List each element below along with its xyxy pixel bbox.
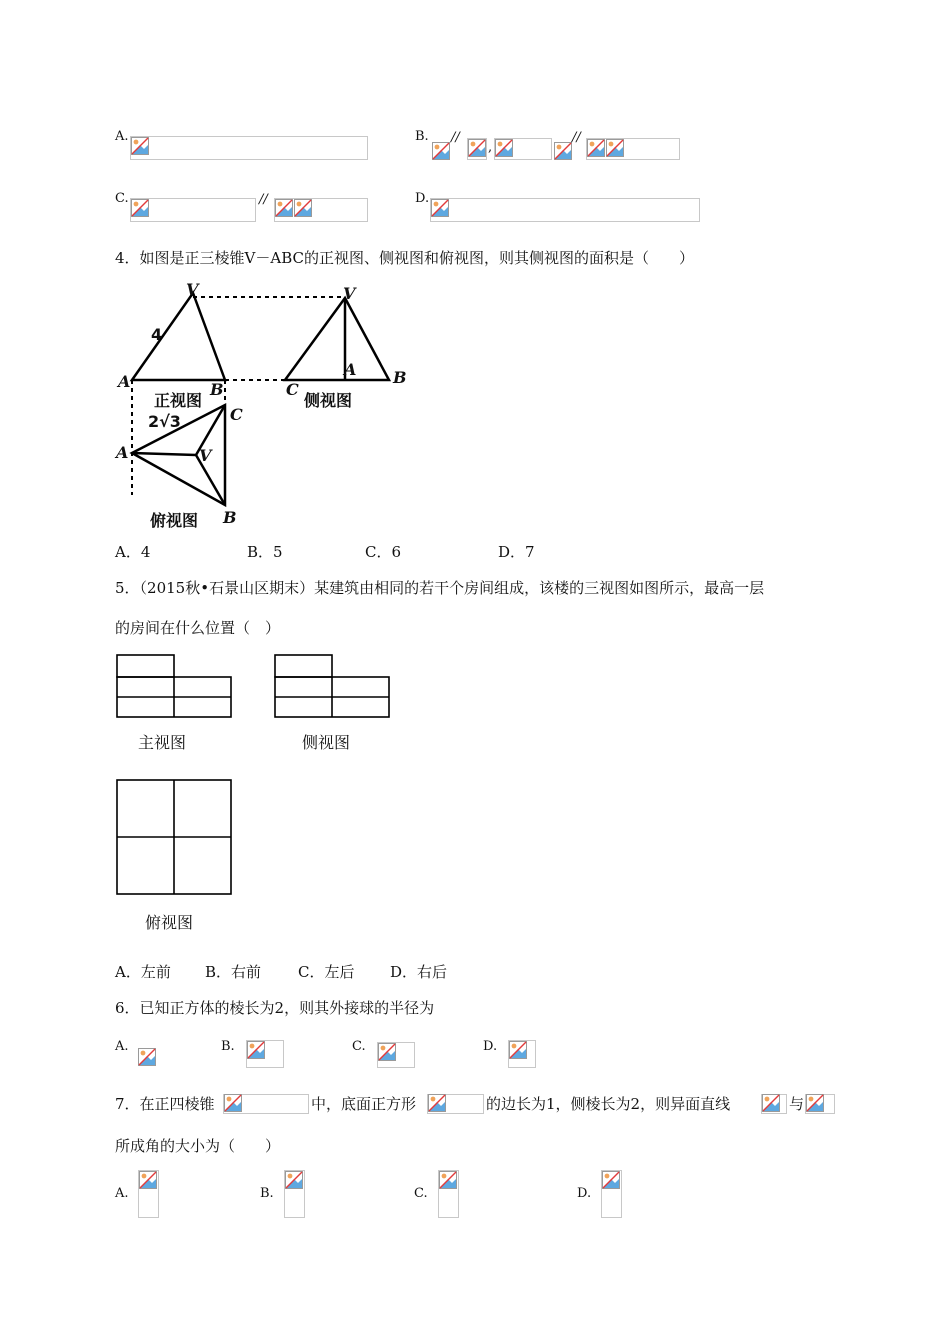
top-vertex-a: A bbox=[116, 443, 129, 462]
question-7-part-3: 的边长为1，侧棱长为2，则异面直线 bbox=[486, 1095, 731, 1113]
top-edge-length-label: 2√3 bbox=[148, 412, 181, 431]
question-7-part-4: 与 bbox=[789, 1095, 805, 1113]
broken-image-icon bbox=[468, 139, 486, 157]
broken-image-icon bbox=[606, 139, 624, 157]
broken-image-icon bbox=[131, 137, 149, 155]
broken-image-icon bbox=[285, 1171, 303, 1189]
broken-image-icon bbox=[439, 1171, 457, 1189]
broken-image-icon bbox=[587, 139, 605, 157]
broken-image-icon bbox=[138, 1048, 156, 1066]
option-d-image bbox=[430, 198, 700, 222]
side-view-caption: 侧视图 bbox=[302, 733, 351, 752]
separator-comma: , bbox=[488, 140, 493, 155]
front-vertex-b: B bbox=[210, 380, 224, 399]
question-5-line-2: 的房间在什么位置（ ） bbox=[115, 619, 281, 637]
question-7-part-1: 7．在正四棱锥 bbox=[115, 1095, 215, 1113]
parallel-mark: // bbox=[572, 130, 581, 145]
front-view-caption: 正视图 bbox=[154, 391, 203, 410]
broken-image-icon bbox=[247, 1041, 265, 1059]
option-c-label: C. bbox=[115, 191, 129, 206]
option-d: D．右后 bbox=[390, 963, 448, 981]
front-view bbox=[132, 293, 225, 380]
top-view-caption: 俯视图 bbox=[150, 511, 199, 530]
option-c-label: C. bbox=[352, 1039, 366, 1054]
side-vertex-a: A bbox=[344, 360, 357, 379]
broken-image-icon bbox=[378, 1043, 396, 1061]
option-a-label: A. bbox=[115, 1039, 129, 1054]
question-4-text: 4．如图是正三棱锥V－ABC的正视图、侧视图和俯视图，则其侧视图的面积是（ ） bbox=[115, 249, 694, 267]
broken-image-icon bbox=[431, 199, 449, 217]
front-vertex-a: A bbox=[118, 372, 131, 391]
top-vertex-v: V bbox=[199, 446, 212, 465]
option-d-label: D. bbox=[415, 191, 430, 206]
question-6-text: 6．已知正方体的棱长为2，则其外接球的半径为 bbox=[115, 999, 435, 1017]
broken-image-icon bbox=[294, 199, 312, 217]
top-vertex-b: B bbox=[223, 508, 237, 527]
side-vertex-v: V bbox=[343, 284, 356, 303]
broken-image-icon bbox=[131, 199, 149, 217]
side-view bbox=[285, 298, 389, 380]
parallel-mark: // bbox=[259, 192, 268, 207]
broken-image-icon bbox=[428, 1094, 446, 1112]
edge-length-label: 4 bbox=[151, 325, 163, 344]
option-b: B．5 bbox=[247, 543, 283, 561]
broken-image-icon bbox=[762, 1094, 780, 1112]
option-a: A．左前 bbox=[115, 963, 171, 981]
option-b: B．右前 bbox=[205, 963, 262, 981]
broken-image-icon bbox=[509, 1041, 527, 1059]
side-vertex-b: B bbox=[393, 368, 407, 387]
option-c-label: C. bbox=[414, 1186, 428, 1201]
option-d-label: D. bbox=[483, 1039, 498, 1054]
question-5-line-1: 5．（2015秋•石景山区期末）某建筑由相同的若干个房间组成，该楼的三视图如图所示，最高一层 bbox=[115, 579, 765, 597]
broken-image-icon bbox=[806, 1094, 824, 1112]
top-vertex-c: C bbox=[230, 405, 243, 424]
option-d-label: D. bbox=[577, 1186, 592, 1201]
broken-image-icon bbox=[224, 1094, 242, 1112]
option-b-label: B. bbox=[221, 1039, 235, 1054]
building-top-view bbox=[115, 778, 235, 898]
question-7-line-2: 所成角的大小为（ ） bbox=[115, 1137, 281, 1155]
broken-image-icon bbox=[602, 1171, 620, 1189]
broken-image-icon bbox=[495, 139, 513, 157]
option-a-label: A. bbox=[115, 129, 129, 144]
main-view-caption: 主视图 bbox=[138, 733, 187, 752]
broken-image-icon bbox=[275, 199, 293, 217]
option-d: D．7 bbox=[498, 543, 535, 561]
broken-image-icon bbox=[554, 142, 572, 160]
building-front-side-views bbox=[115, 653, 395, 723]
option-b-label: B. bbox=[415, 129, 429, 144]
option-a-image bbox=[130, 136, 368, 160]
broken-image-icon bbox=[139, 1171, 157, 1189]
front-vertex-v: V bbox=[186, 280, 199, 299]
question-7-part-2: 中，底面正方形 bbox=[311, 1095, 417, 1113]
option-c: C．6 bbox=[365, 543, 402, 561]
parallel-mark: // bbox=[451, 130, 460, 145]
option-a-label: A. bbox=[115, 1186, 129, 1201]
option-a: A．4 bbox=[115, 543, 151, 561]
side-vertex-c: C bbox=[286, 380, 299, 399]
option-c: C．左后 bbox=[298, 963, 355, 981]
broken-image-icon bbox=[432, 142, 450, 160]
option-b-label: B. bbox=[260, 1186, 274, 1201]
top-view-caption: 俯视图 bbox=[145, 913, 194, 932]
side-view-caption: 侧视图 bbox=[304, 391, 353, 410]
